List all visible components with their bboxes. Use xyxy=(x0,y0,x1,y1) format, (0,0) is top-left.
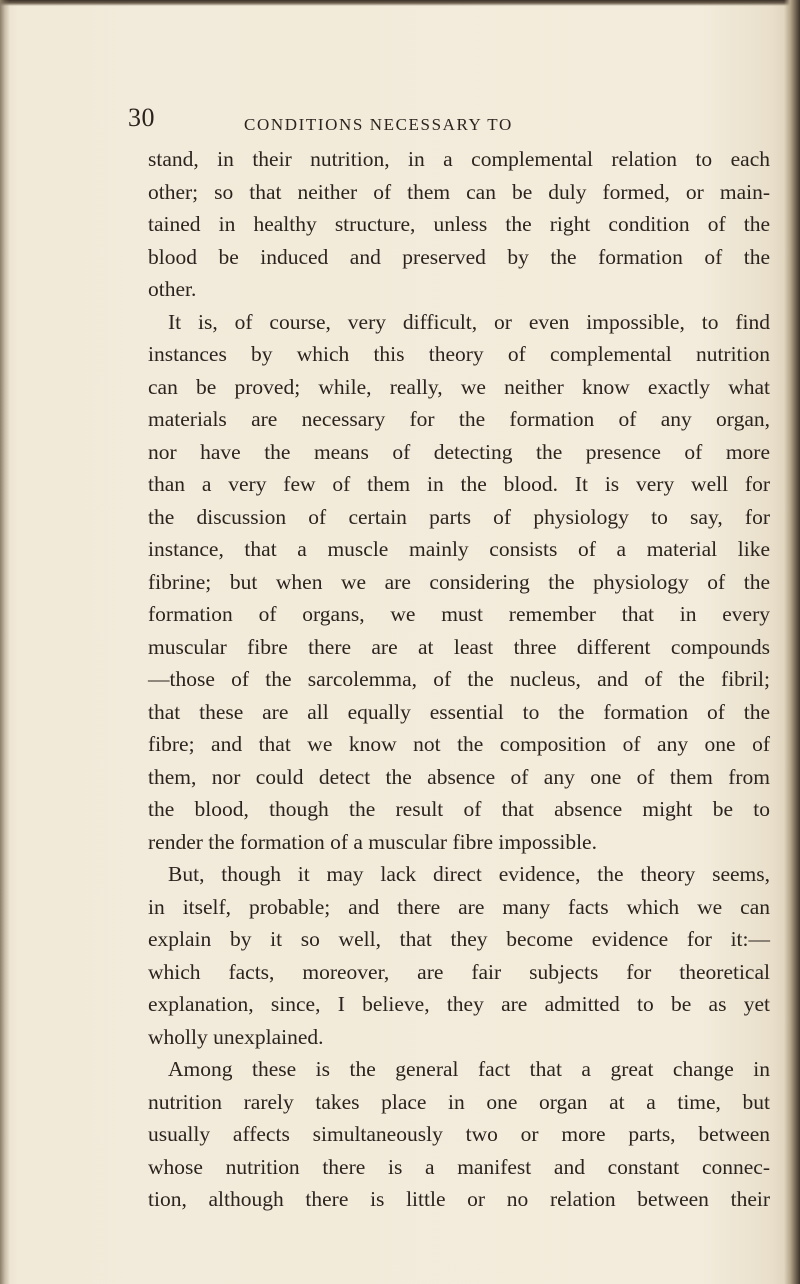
text-line: other. xyxy=(148,277,197,301)
text-line: them, nor could detect the absence of any one of them from xyxy=(148,764,770,789)
page-number: 30 xyxy=(128,103,155,132)
text-line: materials are necessary for the formation of any organ, xyxy=(148,407,770,431)
text-line: fibre; and that we know not the composition of any one of xyxy=(148,732,770,756)
text-line: whose nutrition there is a manifest and constant connec- xyxy=(148,1154,770,1179)
text-line: usually affects simultaneously two or more parts, between xyxy=(148,1122,770,1146)
text-line: stand, in their nutrition, in a complemental relation to each xyxy=(148,147,770,171)
text-line: the blood, though the result of that absence might be to xyxy=(148,797,770,821)
text-line: nor have the means of detecting the presence of more xyxy=(148,439,770,464)
text-line: It is, of course, very difficult, or even impossible, to find xyxy=(168,309,770,334)
text-line: nutrition rarely takes place in one organ at a time, but xyxy=(148,1089,770,1114)
text-line: formation of organs, we must remember that in every xyxy=(148,602,770,626)
text-line: than a very few of them in the blood. It is very well for xyxy=(148,472,770,496)
text-line: tion, although there is little or no relation between their xyxy=(148,1187,770,1211)
text-line: But, though it may lack direct evidence, the theory seems, xyxy=(168,862,770,886)
text-line: explanation, since, I believe, they are admitted to be as yet xyxy=(148,992,770,1016)
text-line: fibrine; but when we are considering the physiology of the xyxy=(148,569,770,594)
text-line: blood be induced and preserved by the formation of the xyxy=(148,244,770,269)
text-line: Among these is the general fact that a great change in xyxy=(168,1057,770,1081)
text-line: —those of the sarcolemma, of the nucleus, and of the fibril; xyxy=(148,667,770,691)
binding-shadow xyxy=(0,0,10,1284)
text-line: wholly unexplained. xyxy=(148,1024,324,1049)
text-line: tained in healthy structure, unless the right condition of the xyxy=(148,212,770,236)
page-edge xyxy=(784,0,800,1284)
body-text xyxy=(148,143,770,1216)
text-line: instances by which this theory of complemental nutrition xyxy=(148,342,770,366)
text-line: in itself, probable; and there are many facts which we can xyxy=(148,894,770,919)
text-line: other; so that neither of them can be duly formed, or main- xyxy=(148,179,770,204)
text-line: that these are all equally essential to the formation of the xyxy=(148,699,770,724)
running-head: CONDITIONS NECESSARY TO xyxy=(244,115,513,134)
text-line: can be proved; while, really, we neither know exactly what xyxy=(148,374,770,399)
text-line: muscular fibre there are at least three different compounds xyxy=(148,634,770,659)
text-line: the discussion of certain parts of physiology to say, for xyxy=(148,504,770,529)
text-line: instance, that a muscle mainly consists of a material like xyxy=(148,537,770,561)
text-line: which facts, moreover, are fair subjects for theoretical xyxy=(148,959,770,984)
text-line: render the formation of a muscular fibre impossible. xyxy=(148,829,597,854)
text-line: explain by it so well, that they become evidence for it:— xyxy=(148,927,770,951)
top-edge-shadow xyxy=(0,0,800,6)
